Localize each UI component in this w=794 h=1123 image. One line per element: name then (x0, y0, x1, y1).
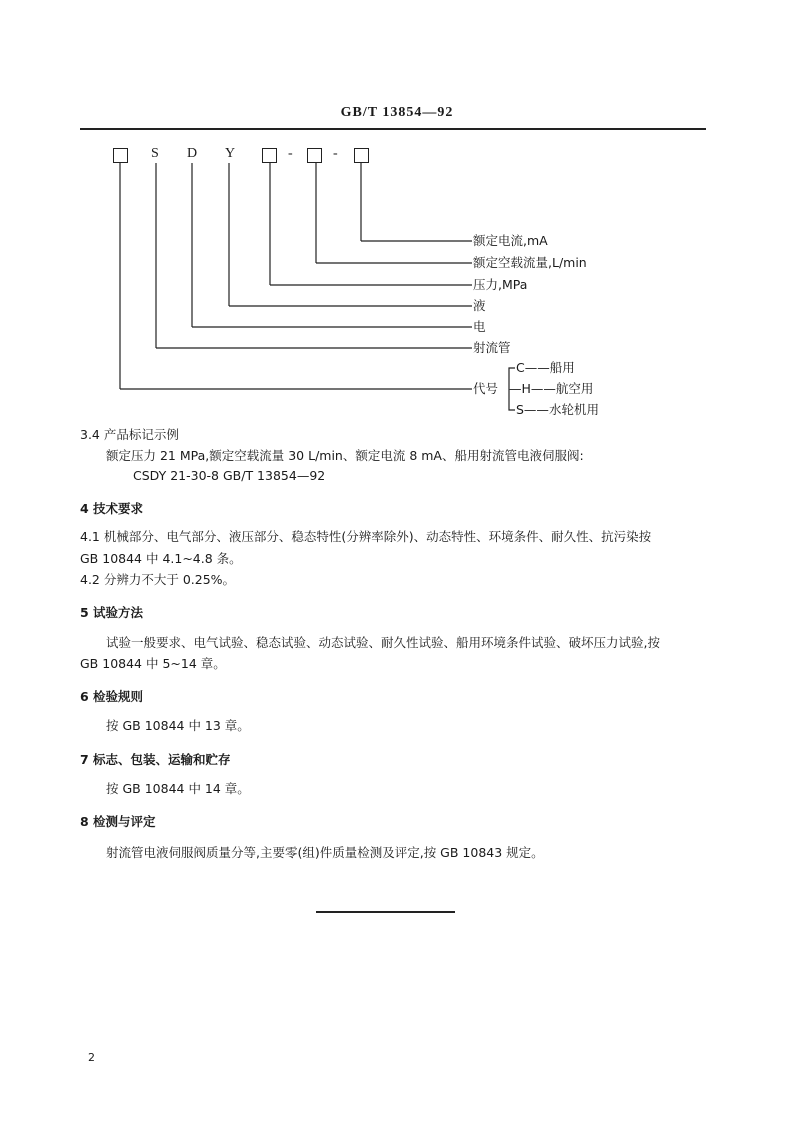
page-number: 2 (88, 1051, 95, 1064)
label-rated-flow: 额定空载流量,L/min (473, 255, 587, 270)
clause-4-1-line-2: GB 10844 中 4.1~4.8 条。 (80, 551, 242, 566)
code-option-prefix: —H—— (509, 381, 556, 396)
section-3-4-example-code: CSDY 21-30-8 GB/T 13854—92 (133, 468, 326, 483)
code-option-prefix: C—— (516, 360, 550, 375)
label-rated-current: 额定电流,mA (473, 233, 548, 248)
section-3-4-example-text: 额定压力 21 MPa,额定空载流量 30 L/min、额定电流 8 mA、船用射流管电液伺服阀: (106, 448, 584, 463)
separator-2: - (333, 146, 338, 161)
label-electric: 电 (473, 319, 486, 334)
code-option-text: 水轮机用 (548, 402, 599, 417)
code-option-turbine (516, 403, 599, 417)
end-of-standard-rule (316, 911, 455, 913)
section-8-text: 射流管电液伺服阀质量分等,主要零(组)件质量检测及评定,按 GB 10843 规定。 (106, 845, 544, 860)
code-option-marine (516, 361, 575, 375)
section-5-text-line-1: 试验一般要求、电气试验、稳态试验、动态试验、耐久性试验、船用环境条件试验、破坏压力试验,按 (106, 635, 660, 650)
section-5-text-line-2: GB 10844 中 5~14 章。 (80, 656, 226, 671)
section-4-heading: 4 技术要求 (80, 501, 144, 516)
label-code: 代号 (473, 381, 499, 396)
section-6-text: 按 GB 10844 中 13 章。 (106, 718, 250, 733)
code-option-text: 航空用 (555, 381, 594, 396)
code-letter-y: Y (225, 146, 236, 161)
code-letter-s: S (151, 146, 159, 161)
section-7-text: 按 GB 10844 中 14 章。 (106, 781, 250, 796)
label-jet-pipe: 射流管 (473, 340, 511, 355)
label-liquid: 液 (473, 298, 486, 313)
section-6-heading: 6 检验规则 (80, 689, 144, 704)
standard-header: GB/T 13854—92 (340, 105, 454, 120)
separator-1: - (288, 146, 293, 161)
section-3-4-heading: 3.4 产品标记示例 (80, 427, 179, 442)
section-7-heading: 7 标志、包装、运输和贮存 (80, 752, 231, 767)
clause-4-2: 4.2 分辨力不大于 0.25%。 (80, 572, 236, 587)
code-option-prefix: S—— (516, 402, 549, 417)
code-option-aviation (509, 382, 593, 396)
section-5-heading: 5 试验方法 (80, 605, 144, 620)
label-pressure: 压力,MPa (473, 277, 528, 292)
clause-4-1-line-1: 4.1 机械部分、电气部分、液压部分、稳态特性(分辨率除外)、动态特性、环境条件、耐久性、抗污染按 (80, 529, 652, 544)
code-option-text: 船用 (549, 360, 575, 375)
section-8-heading: 8 检测与评定 (80, 814, 156, 829)
code-letter-d: D (187, 146, 198, 161)
